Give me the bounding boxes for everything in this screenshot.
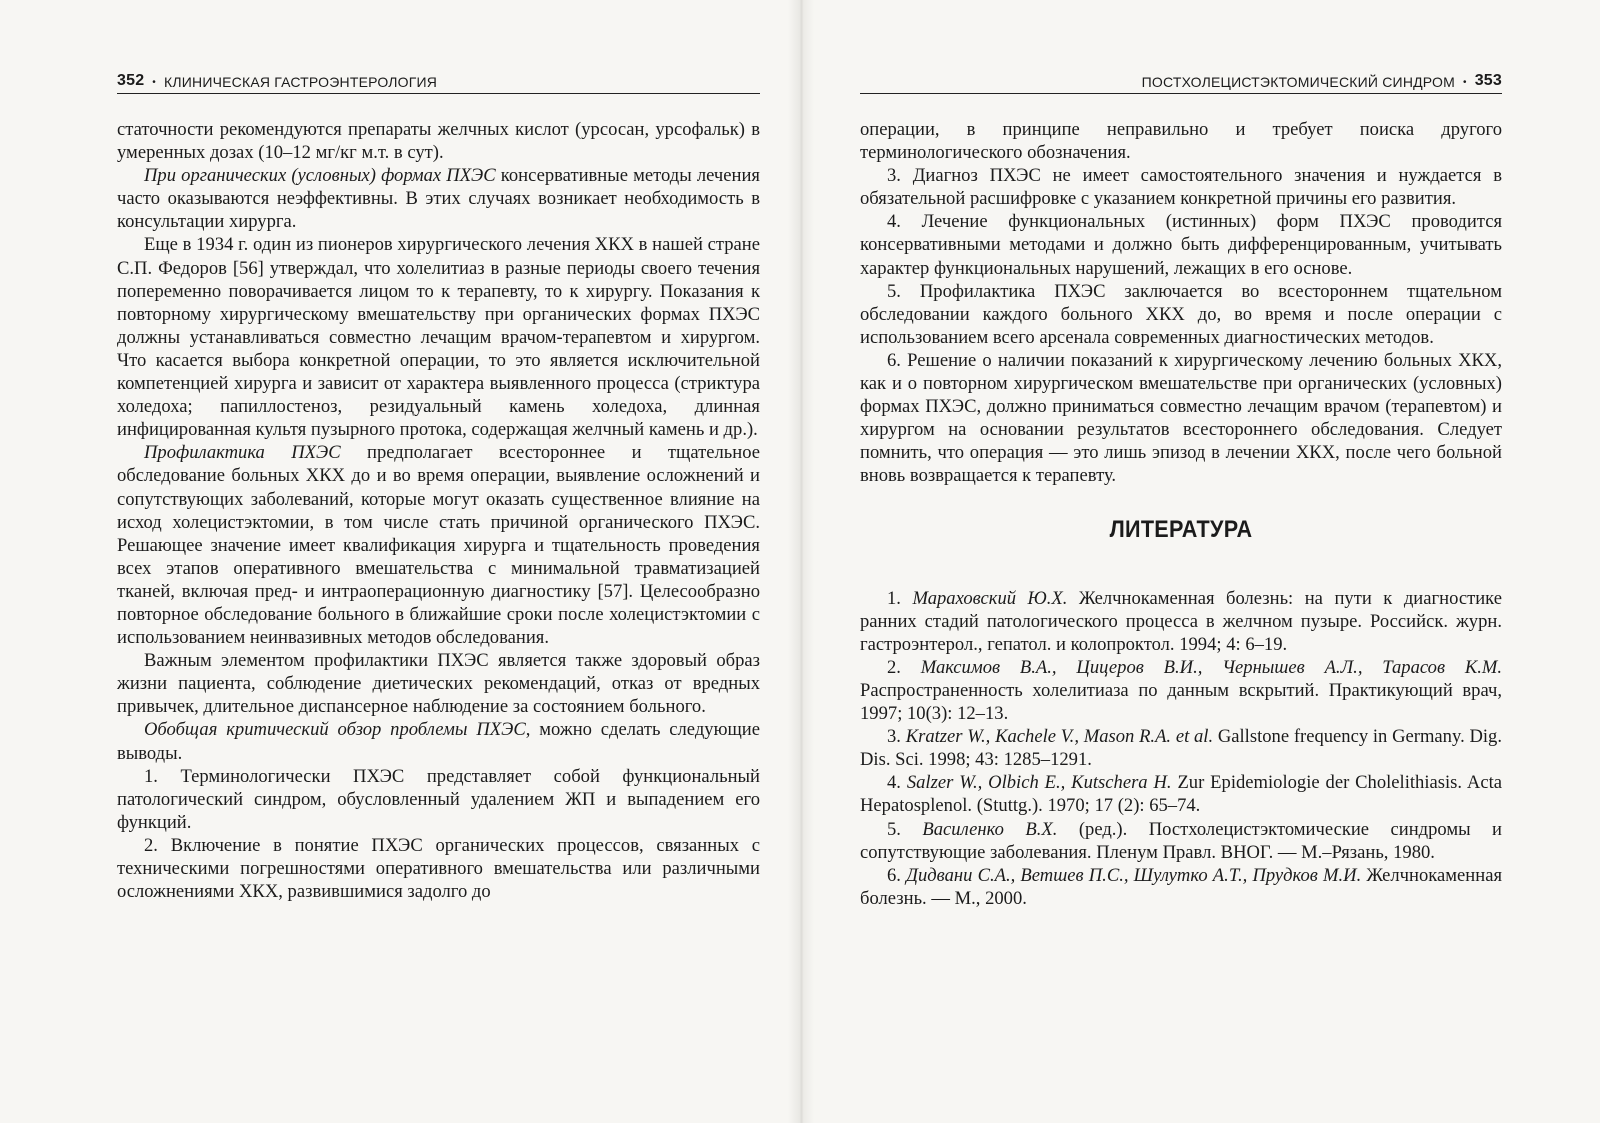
paragraph [860,280,1502,349]
paragraph-text: статочности рекомендуются препараты желчных кислот (урсосан, урсофальк) в умеренных дозах (10–12 мг/кг м.т. в сут). [117,119,760,164]
paragraph-text: 6. Решение о наличии показаний к хирургическому лечению больных ХКХ, как и о повторном хирургическом вмешательстве при органических (условных) формах ПХЭС, должно приниматься совместно лечащим врачом (терапевтом) и хирургом на основании результатов всестороннего обследования. Следует помнить, что операция — это лишь эпизод в лечении ХКХ, после чего больной вновь возвращается к терапевту. [860,349,1502,487]
paragraph [860,164,1502,210]
literature-heading: ЛИТЕРАТУРА [1109,515,1253,543]
left-body-text [117,118,760,903]
right-page [800,0,1600,1123]
reference-authors: Мараховский Ю.Х. [912,587,1068,609]
paragraph [117,649,760,718]
paragraph-text: Еще в 1934 г. один из пионеров хирургического лечения ХКХ в нашей стране С.П. Федоров [56] утверждал, что холелитиаз в разные периоды своего течения попеременно поворачивается лицом то к терапевту, то к хирургу. Показания к повторному хирургическому вмешательству при органических формах ПХЭС должны устанавливаться совместно лечащим врачом-терапевтом и хирургом. Что касается выбора конкретной операции, то это является исключительной компетенцией хирурга и зависит от характера выявленного процесса (стриктура холедоха; папиллостеноз, резидуальный камень холедоха, длинная инфицированная культя пузырного протока, содержащая желчный камень и др.). [117,234,760,441]
paragraph [117,441,760,649]
reference-number: 1. [887,587,913,609]
paragraph [860,118,1502,164]
right-chapter-title: ПОСТХОЛЕЦИСТЭКТОМИЧЕСКИЙ СИНДРОМ [1141,74,1455,90]
paragraph-text: предполагает всестороннее и тщательное обследование больных ХКХ до и во время операции, выявление осложнений и сопутствующих заболеваний, которые могут оказать существенное влияние на исход холецистэктомии, в том числе стать причиной органического ПХЭС. Решающее значение имеет квалификация хирурга и тщательность проведения всех этапов оперативного вмешательства с минимальной травматизацией тканей, включая пред- и интраоперационную диагностику [57]. Целесообразно повторное обследование больного в ближайшие сроки после холецистэктомии с использованием неинвазивных методов обследования. [117,442,760,649]
reference-item [860,725,1502,771]
reference-text: Gallstone frequency in Germany. Dig. Dis. Sci. 1998; 43: 1285–1291. [860,726,1502,771]
reference-authors: Salzer W., Olbich E., Kutschera H. [906,772,1172,794]
paragraph [117,164,760,233]
reference-text: (ред.). Постхолецистэктомические синдромы и сопутствующие заболевания. Пленум Правл. ВНОГ. — М.–Рязань, 1980. [860,818,1503,863]
reference-authors: Kratzer W., Kachele V., Mason R.A. et al. [905,726,1214,748]
right-running-head [860,66,1502,94]
reference-number: 2. [887,656,921,678]
left-head-bullet: • [152,77,156,88]
paragraph [117,765,760,834]
paragraph [860,210,1502,279]
right-paragraphs [860,118,1502,488]
reference-text: Желчнокаменная болезнь. — М., 2000. [860,864,1503,909]
reference-authors: Максимов В.А., Цицеров В.И., Чернышев А.Л., Тарасов К.М. [920,656,1502,678]
reference-authors: Василенко В.Х. [922,818,1058,840]
paragraph-lead: При органических (условных) формах ПХЭС [144,165,496,187]
reference-number: 5. [887,818,923,840]
reference-item [860,656,1502,725]
paragraph [117,233,760,441]
paragraph-text: 1. Терминологически ПХЭС представляет собой функциональный патологический синдром, обусловленный удалением ЖП и выпадением его функций. [117,765,760,833]
right-body-text [860,118,1502,910]
reference-item [860,818,1502,864]
paragraph-text: 4. Лечение функциональных (истинных) форм ПХЭС проводится консервативными методами и должно быть дифференцированным, учитывать характер функциональных нарушений, лежащих в его основе. [860,211,1502,279]
reference-text: Желчнокаменная болезнь: на пути к диагностике ранних стадий патологического процесса в желчном пузыре. Российск. журн. гастроэнтерол., гепатол. и колопроктол. 1994; 4: 6–19. [860,587,1502,655]
paragraph [117,118,760,164]
paragraph [117,718,760,764]
reference-number: 4. [887,772,907,794]
left-book-title: КЛИНИЧЕСКАЯ ГАСТРОЭНТЕРОЛОГИЯ [164,74,438,90]
left-running-head [117,66,760,94]
reference-item [860,864,1502,910]
reference-list [860,587,1502,910]
paragraph-text: операции, в принципе неправильно и требует поиска другого терминологического обозначения. [860,119,1502,164]
reference-text: Zur Epidemiologie der Cholelithiasis. Acta Hepatosplenol. (Stuttg.). 1970; 17 (2): 65–74. [860,772,1503,817]
paragraph-text: 5. Профилактика ПХЭС заключается во всестороннем тщательном обследовании каждого больного ХКХ до, во время и после операции с использованием всего арсенала современных диагностических методов. [860,280,1502,348]
paragraph-text: , можно сделать следующие выводы. [117,719,760,764]
reference-item [860,587,1502,656]
paragraph [117,834,760,903]
right-head-bullet: • [1463,77,1467,88]
paragraph-text: Важным элементом профилактики ПХЭС является также здоровый образ жизни пациента, соблюдение диетических рекомендаций, отказ от вредных привычек, длительное диспансерное наблюдение за состоянием больного. [117,650,760,718]
paragraph-text: 2. Включение в понятие ПХЭС органических процессов, связанных с техническими погрешностями оперативного вмешательства или различными осложнениями ХКХ, развившимися задолго до [117,834,760,903]
reference-authors: Дидвани С.А., Ветшев П.С., Шулутко А.Т., Прудков М.И. [906,864,1362,886]
reference-number: 3. [887,726,906,748]
paragraph [860,349,1502,488]
paragraph-text: 3. Диагноз ПХЭС не имеет самостоятельного значения и нуждается в обязательной расшифровке с указанием конкретной причины его развития. [860,165,1502,210]
paragraph-lead: Обобщая критический обзор проблемы ПХЭС [144,719,526,741]
paragraph-lead: Профилактика ПХЭС [144,442,341,464]
reference-number: 6. [887,864,907,886]
left-page-number: 352 [117,72,145,89]
paragraph-text: консервативные методы лечения часто оказываются неэффективны. В этих случаях возникает необходимость в консультации хирурга. [117,165,760,233]
reference-text: Распространенность холелитиаза по данным вскрытий. Практикующий врач, 1997; 10(3): 12–13. [860,679,1502,725]
reference-item [860,771,1502,817]
right-page-number: 353 [1474,72,1502,89]
